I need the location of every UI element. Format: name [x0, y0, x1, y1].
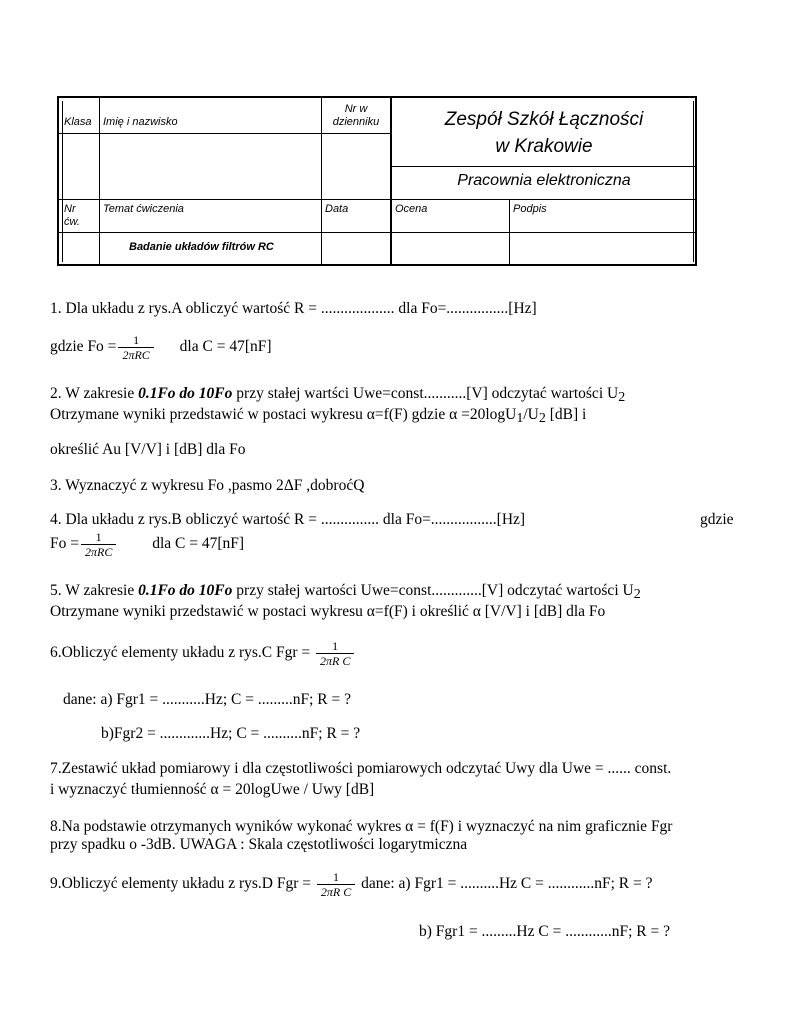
fo-label: Fo =: [50, 535, 79, 553]
name-label: Imię i nazwisko: [103, 116, 178, 128]
fraction-1-over-2pirc: [118, 333, 153, 362]
fraction-1-over-2pirc: [316, 639, 354, 668]
school-name-line2: w Krakowie: [495, 136, 593, 157]
question-6a-text: dane: a) Fgr1 = ...........Hz; C = .........nF; R = ?: [63, 691, 351, 708]
question-8-line-2: [50, 836, 467, 854]
fraction-numerator: 1: [316, 639, 354, 654]
table-hline: [391, 166, 697, 167]
question-6b-text: b)Fgr2 = .............Hz; C = ..........nF; R = ?: [101, 725, 361, 742]
journal-number-label-line2: dzienniku: [332, 116, 380, 128]
table-hline: [59, 133, 391, 134]
question-2-text: 2. W zakresie: [50, 385, 139, 402]
grade-label: Ocena: [395, 203, 428, 215]
question-9b-text: b) Fgr1 = .........Hz C = ............nF; R = ?: [419, 923, 670, 940]
question-2-text: =20logU: [457, 406, 517, 423]
question-7: [50, 760, 671, 778]
question-9-text: 9.Obliczyć elementy układu z rys.D Fgr =: [50, 875, 315, 893]
question-3-text: 3. Wyznaczyć z wykresu Fo ,pasmo 2: [50, 477, 284, 494]
table-hline: [59, 199, 697, 200]
question-4: [50, 511, 525, 529]
signature-label: Podpis: [513, 203, 547, 215]
fraction-numerator: 1: [317, 870, 355, 885]
frequency-range: 0.1Fo do 10Fo: [138, 582, 233, 599]
alpha-symbol: α: [210, 781, 219, 798]
question-2-line-3: [50, 441, 245, 459]
question-8-text: = f(F) i wyznaczyć na nim graficznie Fgr: [413, 818, 673, 835]
question-2-text: Otrzymane wyniki przedstawić w postaci wykresu: [50, 406, 367, 423]
alpha-symbol: α: [472, 603, 481, 620]
subscript: 1: [516, 411, 524, 426]
fraction-1-over-2pirc: [81, 530, 116, 559]
question-6b: [101, 725, 360, 743]
delta-symbol: Δ: [283, 477, 294, 494]
journal-number-label-line1: Nr w: [344, 103, 368, 115]
subscript: 2: [618, 390, 626, 405]
fraction-numerator: 1: [118, 333, 153, 348]
alpha-symbol: α: [449, 406, 458, 423]
fraction-denominator: 2πRC: [122, 348, 150, 362]
question-7-text: 7.Zestawić układ pomiarowy i dla częstotliwości pomiarowych odczytać Uwy dla Uwe = ...... const.: [50, 760, 672, 777]
exercise-number-label-line1: Nr: [64, 203, 76, 215]
question-5-text: [V/V] i [dB] dla Fo: [480, 603, 606, 620]
lab-name: Pracownia elektroniczna: [457, 172, 631, 189]
question-1: [50, 300, 537, 318]
question-4-text: 4. Dla układu z rys.B obliczyć wartość R = ............... dla Fo=.................[Hz]: [50, 511, 526, 528]
table-border-inner: [62, 101, 63, 262]
question-2-text: określić Au [V/V] i [dB] dla Fo: [50, 441, 246, 458]
fo-label: gdzie Fo =: [50, 338, 117, 356]
question-3-text: F ,dobroćQ: [293, 477, 365, 494]
question-7-line-2: [50, 781, 374, 799]
exercise-number-label-line2: ćw.: [64, 216, 80, 228]
header-table: [57, 96, 697, 266]
question-6a: [63, 691, 351, 709]
exercise-topic-label: Temat ćwiczenia: [103, 203, 184, 215]
question-5-text: 5. W zakresie: [50, 582, 139, 599]
fraction-denominator: 2πRC: [85, 545, 113, 559]
question-7-text: i wyznaczyć tłumienność: [50, 781, 211, 798]
alpha-symbol: α: [366, 603, 375, 620]
question-2-text-cont: przy stałej wartści Uwe=const...........[V] odczytać wartości U: [232, 385, 619, 402]
question-2-text: /U: [523, 406, 539, 423]
question-8: [50, 818, 672, 836]
alpha-symbol: α: [405, 818, 414, 835]
question-5: [50, 582, 641, 604]
question-3: [50, 477, 364, 495]
school-name-line1: Zespół Szkół Łączności: [444, 109, 644, 130]
frequency-range: 0.1Fo do 10Fo: [138, 385, 233, 402]
question-9b: [419, 923, 670, 941]
alpha-symbol: α: [366, 406, 375, 423]
question-2-line-2: [50, 406, 586, 428]
question-4-gdzie: [700, 511, 734, 529]
fraction-denominator: 2πR C: [320, 885, 352, 899]
question-9-text: dane: a) Fgr1 = ..........Hz C = ............nF; R = ?: [357, 875, 653, 893]
subscript: 2: [633, 587, 641, 602]
subscript: 2: [538, 411, 546, 426]
capacitance-text: dla C = 47[nF]: [152, 535, 245, 553]
question-4-text: gdzie: [700, 511, 734, 528]
question-5-text: =f(F) i określić: [374, 603, 473, 620]
question-2-text: [dB] i: [545, 406, 587, 423]
question-2-text: =f(F) gdzie: [374, 406, 450, 423]
question-4-formula: [50, 530, 244, 559]
question-8-text: 8.Na podstawie otrzymanych wyników wykonać wykres: [50, 818, 406, 835]
question-5-text: przy stałej wartości Uwe=const.............[V] odczytać wartości U: [232, 582, 634, 599]
question-1-text: 1. Dla układu z rys.A obliczyć wartość R = ................... dla Fo=................[Hz]: [50, 300, 537, 317]
question-5-text: Otrzymane wyniki przedstawić w postaci wykresu: [50, 603, 367, 620]
question-9: [50, 870, 653, 899]
question-7-text: = 20logUwe / Uwy [dB]: [218, 781, 375, 798]
exercise-topic: Badanie układów filtrów RC: [129, 241, 274, 253]
question-5-line-2: [50, 603, 605, 621]
question-6-text: 6.Obliczyć elementy układu z rys.C Fgr =: [50, 644, 314, 662]
question-6: [50, 639, 356, 668]
table-hline: [59, 232, 697, 233]
capacitance-text: dla C = 47[nF]: [179, 338, 272, 356]
fraction-1-over-2pirc: [317, 870, 355, 899]
klasa-label: Klasa: [64, 116, 92, 128]
fraction-numerator: 1: [81, 530, 116, 545]
date-label: Data: [325, 203, 349, 215]
question-2: [50, 385, 625, 407]
question-1-formula: [50, 333, 272, 362]
question-8-text: przy spadku o -3dB. UWAGA : Skala częstotliwości logarytmiczna: [50, 836, 468, 853]
fraction-denominator: 2πR C: [320, 654, 351, 668]
table-vline: [99, 98, 100, 264]
